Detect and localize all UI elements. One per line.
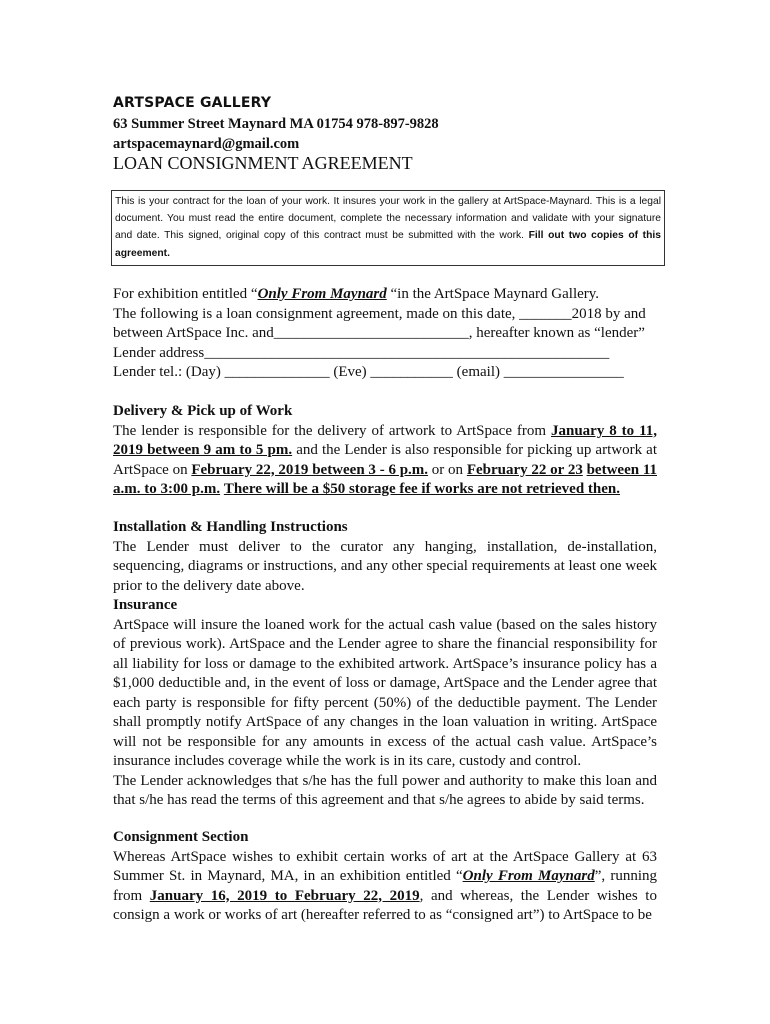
delivery-t1: The lender is responsible for the delivery of artwork to ArtSpace from: [113, 422, 551, 439]
installation-section: [113, 518, 657, 811]
consignment-t1: Whereas ArtSpace wishes to exhibit certain works of art at the ArtSpace Gallery at 63 Summer St. in Maynard, MA, in an exhibition entitled “: [113, 848, 657, 884]
exhibition-prefix: For exhibition entitled “: [113, 286, 258, 302]
insurance-heading: Insurance: [113, 597, 178, 613]
pickup-dates: February 22, 2019 between 3 - 6 p.m.: [191, 461, 429, 478]
consignment-heading: Consignment Section: [113, 829, 249, 845]
agreement-date-line: The following is a loan consignment agreement, made on this date, _______2018 by and: [113, 305, 646, 322]
consignment-dates: January 16, 2019 to February 22, 2019: [149, 887, 420, 904]
consignment-t2: ”, running from: [113, 868, 657, 904]
delivery-t3: or on: [428, 461, 467, 478]
consignment-exhibition-title: Only From Maynard: [462, 868, 595, 884]
lender-contact-line: Lender tel.: (Day) ______________ (Eve) ___________ (email) ________________: [113, 364, 624, 380]
delivery-dates: January 8 to 11, 2019 between 9 am to 5 pm.: [113, 422, 657, 458]
delivery-t2: and the Lender is also responsible for picking up artwork at ArtSpace on: [113, 442, 657, 478]
notice-bold-text: Fill out two copies of this agreement.: [115, 230, 661, 259]
exhibition-title: Only From Maynard: [257, 286, 387, 302]
intro-section: [113, 285, 657, 383]
delivery-text: [113, 422, 657, 500]
acknowledgement-text: The Lender acknowledges that s/he has the full power and authority to make this loan and that s/he has read the terms of this agreement and that s/he agrees to abide by said terms.: [113, 772, 657, 808]
delivery-heading: Delivery & Pick up of Work: [113, 403, 293, 419]
gallery-address: 63 Summer Street Maynard MA 01754 978-897-9828: [113, 116, 439, 132]
delivery-section: [113, 402, 657, 500]
insurance-text: ArtSpace will insure the loaned work for the actual cash value (based on the sales history of previous work). ArtSpace and the Lender agree to share the financial responsibility for all liability for loss or damage to the exhibited artwork. ArtSpace’s insurance policy has a $1,000 deductible and, in the event of loss or damage, ArtSpace and the Lender agree that each party is responsible for fifty percent (50%) of the deductible payment. The Lender shall promptly notify ArtSpace of any changes in the loan valuation in writing. ArtSpace will not be responsible for any amounts in excess of the actual cash value. ArtSpace’s insurance includes coverage while the work is in its care, custody and control.: [113, 616, 657, 769]
lender-name-line: between ArtSpace Inc. and__________________________, hereafter known as “lender”: [113, 325, 645, 341]
pickup-alt-times: between 11 a.m. to 3:00 p.m.: [113, 461, 658, 497]
storage-fee-note: There will be a $50 storage fee if works are not retrieved then.: [223, 481, 620, 497]
exhibition-suffix: “in the ArtSpace Maynard Gallery.: [386, 286, 600, 302]
pickup-alt-dates: February 22 or 23: [466, 461, 583, 478]
notice-box: [111, 190, 665, 266]
document-title: LOAN CONSIGNMENT AGREEMENT: [113, 153, 413, 173]
exhibition-line: [113, 285, 657, 305]
installation-text: The Lender must deliver to the curator any hanging, installation, de-installation, sequencing, diagrams or instructions, and any other special requirements at least one week prior to the delivery date above.: [113, 538, 657, 594]
lender-address-line: Lender address______________________________________________________: [113, 344, 610, 361]
consignment-section: [113, 828, 657, 926]
installation-heading: Installation & Handling Instructions: [113, 519, 348, 535]
consignment-text: [113, 848, 657, 926]
notice-text: This is your contract for the loan of your work. It insures your work in the gallery at ArtSpace-Maynard. This is a legal document. You must read the entire document, complete the necessary information and validate with your signature and date. This signed, original copy of this contract must be submitted with the work.: [115, 196, 661, 242]
consignment-t3: , and whereas, the Lender wishes to consign a work or works of art (hereafter referred to as “consigned art”) to ArtSpace to be: [113, 887, 657, 923]
gallery-name: ARTSPACE GALLERY: [113, 95, 272, 111]
gallery-email: artspacemaynard@gmail.com: [113, 136, 300, 152]
